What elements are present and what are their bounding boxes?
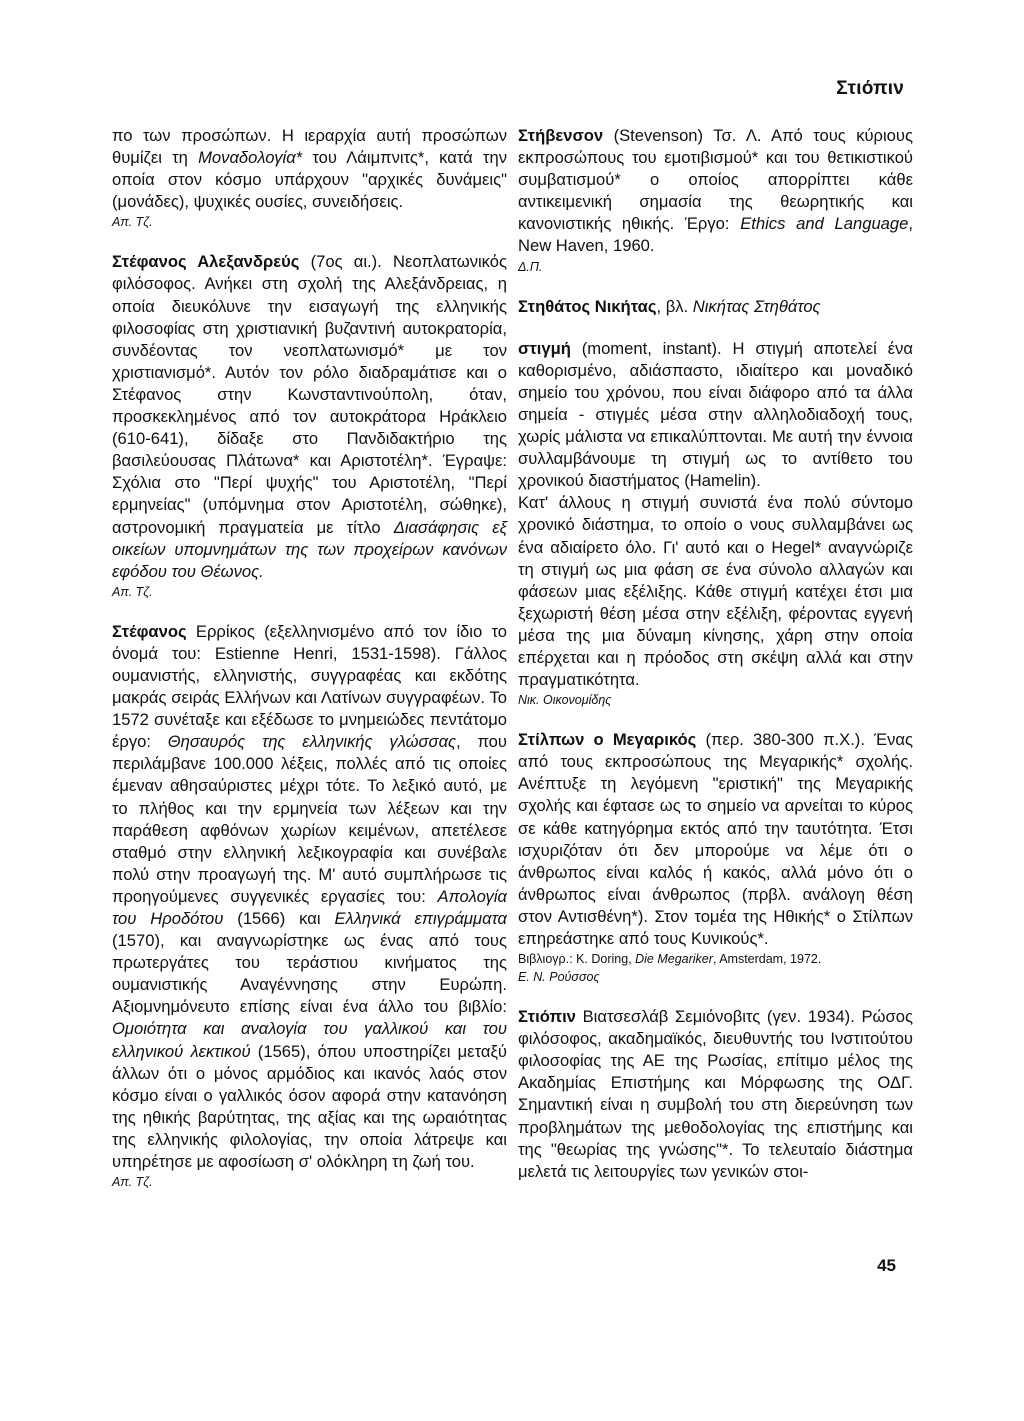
entry-text-2: Κατ' άλλους η στιγμή συνιστά ένα πολύ σύντομο χρονικό διάστημα, το οποίο ο νους συλλαμβάνει ως ένα αδιαίρετο όλο. Γι' αυτό και ο Hegel* αναγνώριζε τη στιγμή ως μια φάση σε ένα σύνολο αλλαγών και φάσεων μιας εξέλιξης. Κάθε στιγμή κατέχει έτσι μια ξεχωριστή θέση μέσα στην εξέλιξη, φέροντας εγγενή μέσα της μια δύναμη κίνησης, χάρη στην οποία επέρχεται και η πρόοδος στη σκέψη αλλά και στην πραγματικότητα. (518, 493, 913, 690)
entry-signature: E. N. Ρούσσος (518, 970, 600, 985)
headword: στιγμή (518, 338, 571, 358)
headword: Στηθάτος Νικήτας (518, 296, 657, 316)
entry-signature: Απ. Τζ. (112, 584, 153, 599)
entry-signature: Δ.Π. (518, 259, 543, 274)
headword: Στέφανος Αλεξανδρεύς (112, 252, 300, 272)
bibliography: Βιβλιογρ.: K. Doring, Die Megariker, Amsterdam, 1972. (518, 952, 822, 967)
entry-stigmi (518, 338, 913, 710)
entry-stithatos (518, 296, 913, 318)
entry-text: πο των προσώπων. Η ιεραρχία αυτή προσώπων θυμίζει τη Μοναδολογία* του Λάιμπνιτς*, κατά την οποία στον κόσμο υπάρχουν "αρχικές δυνάμεις" (μονάδες), ψυχικές ουσίες, συνειδήσεις. (112, 126, 507, 212)
entry-text: Στίλπων ο Μεγαρικός (περ. 380-300 π.Χ.). Ένας από τους εκπροσώπους της Μεγαρικής* σχολής. Ανέπτυξε τη λεγόμενη "εριστική" της Μεγαρικής σχολής και έφτασε ως το σημείο να αρνείται το κύρος σε κάθε κατηγόρημα εκτός από την ταυτότητα. Έτσι ισχυριζόταν ότι δεν μπορούμε να λέμε ότι ο άνθρωπος είναι καλός ή κακός, αλλά μόνο ότι ο άνθρωπος είναι άνθρωπος (πρβλ. ανάλογη θέση στον Αντισθένη*). Στον τομέα της Ηθικής* ο Στίλπων επηρεάστηκε από τους Κυνικούς*. (518, 730, 913, 948)
headword: Στίλπων ο Μεγαρικός (518, 730, 697, 750)
entry-stefanos-alexandreus (112, 251, 507, 600)
entry-stilpon (518, 729, 913, 986)
entry-continued (112, 125, 507, 231)
entry-stevenson (518, 125, 913, 276)
running-head: Στιόπιν (836, 78, 904, 99)
entry-text: Στέφανος Αλεξανδρεύς (7ος αι.). Νεοπλατωνικός φιλόσοφος. Ανήκει στη σχολή της Αλεξάνδρειας, η οποία διευκόλυνε την εισαγωγή της ελληνικής φιλοσοφίας στη χριστιανική βυζαντινή αυτοκρατορία, συνδέοντας τον νεοπλατωνισμό* με τον χριστιανισμό*. Αυτόν τον ρόλο διαδραμάτισε και ο Στέφανος στην Κωνσταντινούπολη, όταν, προσκεκλημένος από τον αυτοκράτορα Ηράκλειο (610-641), δίδαξε στο Πανδιδακτήριο της βασιλεύουσας Πλάτωνα* και Αριστοτέλη*. Έγραψε: Σχόλια στο "Περί ψυχής" του Αριστοτέλη, "Περί ερμηνείας" (υπόμνημα στον Αριστοτέλη, σώθηκε), αστρονομική πραγματεία με τίτλο Διασάφησις εξ οικείων υπομνημάτων της των προχείρων κανόνων εφόδου του Θέωνος. (112, 252, 507, 581)
entry-signature: Νικ. Οικονομίδης (518, 693, 612, 708)
left-column (112, 125, 507, 1211)
headword: Στήβενσον (518, 126, 604, 145)
headword: Στιόπιν (518, 1007, 576, 1027)
entry-signature: Απ. Τζ. (112, 215, 153, 230)
entry-text: Στήβενσον (Stevenson) Τσ. Λ. Από τους κύριους εκπροσώπους του εμοτιβισμού* και του θετικιστικού συμβατισμού* ο οποίος απορρίπτει κάθε αντικειμενική σημασία της θεωρητικής και κανονιστικής ηθικής. Έργο: Ethics and Language, New Haven, 1960. (518, 126, 913, 256)
headword: Στέφανος (112, 621, 187, 641)
entry-stefanos-errikos (112, 621, 507, 1191)
page-number: 45 (877, 1256, 896, 1275)
entry-text: στιγμή (moment, instant). Η στιγμή αποτελεί ένα καθορισμένο, αδιάσπαστο, ιδιαίτερο και μοναδικό σημείο του χρόνου, που είναι διάφορο από τα άλλα σημεία - στιγμές μέσα στην αλληλοδιαδοχή τους, χωρίς μάλιστα να επικαλύπτονται. Με αυτή την έννοια συλλαμβάνουμε τη στιγμή ως το αντίθετο του χρονικού διαστήματος (Hamelin). (518, 338, 913, 491)
entry-text: Στιόπιν Βιατσεσλάβ Σεμιόνοβιτς (γεν. 1934). Ρώσος φιλόσοφος, ακαδημαϊκός, διευθυντής του Ινστιτούτου φιλοσοφίας της ΑΕ της Ρωσίας, επίτιμο μέλος της Ακαδημίας Επιστήμης και Μόρφωσης της ΟΔΓ. Σημαντική είναι η συμβολή του στη διερεύνηση των προβλημάτων της μεθοδολογίας της επιστήμης και της "θεωρίας της γνώσης"*. Το τελευταίο διάστημα μελετά τις λειτουργίες των γενικών στοι- (518, 1007, 913, 1181)
right-column (518, 125, 913, 1203)
entry-text: Στηθάτος Νικήτας, βλ. Νικήτας Στηθάτος (518, 296, 821, 316)
entry-signature: Απ. Τζ. (112, 1175, 153, 1190)
entry-text: Στέφανος Ερρίκος (εξελληνισμένο από τον ίδιο το όνομά του: Estienne Henri, 1531-1598). Γάλλος ουμανιστής, ελληνιστής, συγγραφέας και εκδότης μακράς σειράς Ελλήνων και Λατίνων συγγραφέων. Το 1572 συνέταξε και εξέδωσε το μνημειώδες πεντάτομο έργο: Θησαυρός της ελληνικής γλώσσας, που περιλάμβανε 100.000 λέξεις, πολλές από τις οποίες έμεναν αθησαύριστες μέχρι τότε. Το λεξικό αυτό, με το πλήθος και την ερμηνεία των λέξεων και την παράθεση αφθόνων χωρίων κειμένων, απετέλεσε σταθμό στην ελληνική λεξικογραφία και συνέβαλε πολύ στην προαγωγή της. Μ' αυτό συμπλήρωσε τις προηγούμενες συγγενικές εργασίες του: Απολογία του Ηροδότου (1566) και Ελληνικά επιγράμματα (1570), και αναγνωρίστηκε ως ένας από τους πρωτεργάτες του τεράστιου κινήματος της ουμανιστικής Αναγέννησης στην Ευρώπη. Αξιομνημόνευτο επίσης είναι ένα άλλο του βιβλίο: Ομοιότητα και αναλογία του γαλλικού και του ελληνικού λεκτικού (1565), όπου υποστηρίζει μεταξύ άλλων ότι ο μόνος αρμόδιος και ικανός λαός στον κόσμο είναι ο γαλλικός όσον αφορά στην κατανόηση της ηθικής βαρύτητας, της αξίας και της ωραιότητας της ελληνικής φιλολογίας, την οποία λάτρεψε και υπηρέτησε με αφοσίωση σ' ολόκληρη τη ζωή του. (112, 621, 508, 1172)
entry-stiopin (518, 1006, 913, 1183)
